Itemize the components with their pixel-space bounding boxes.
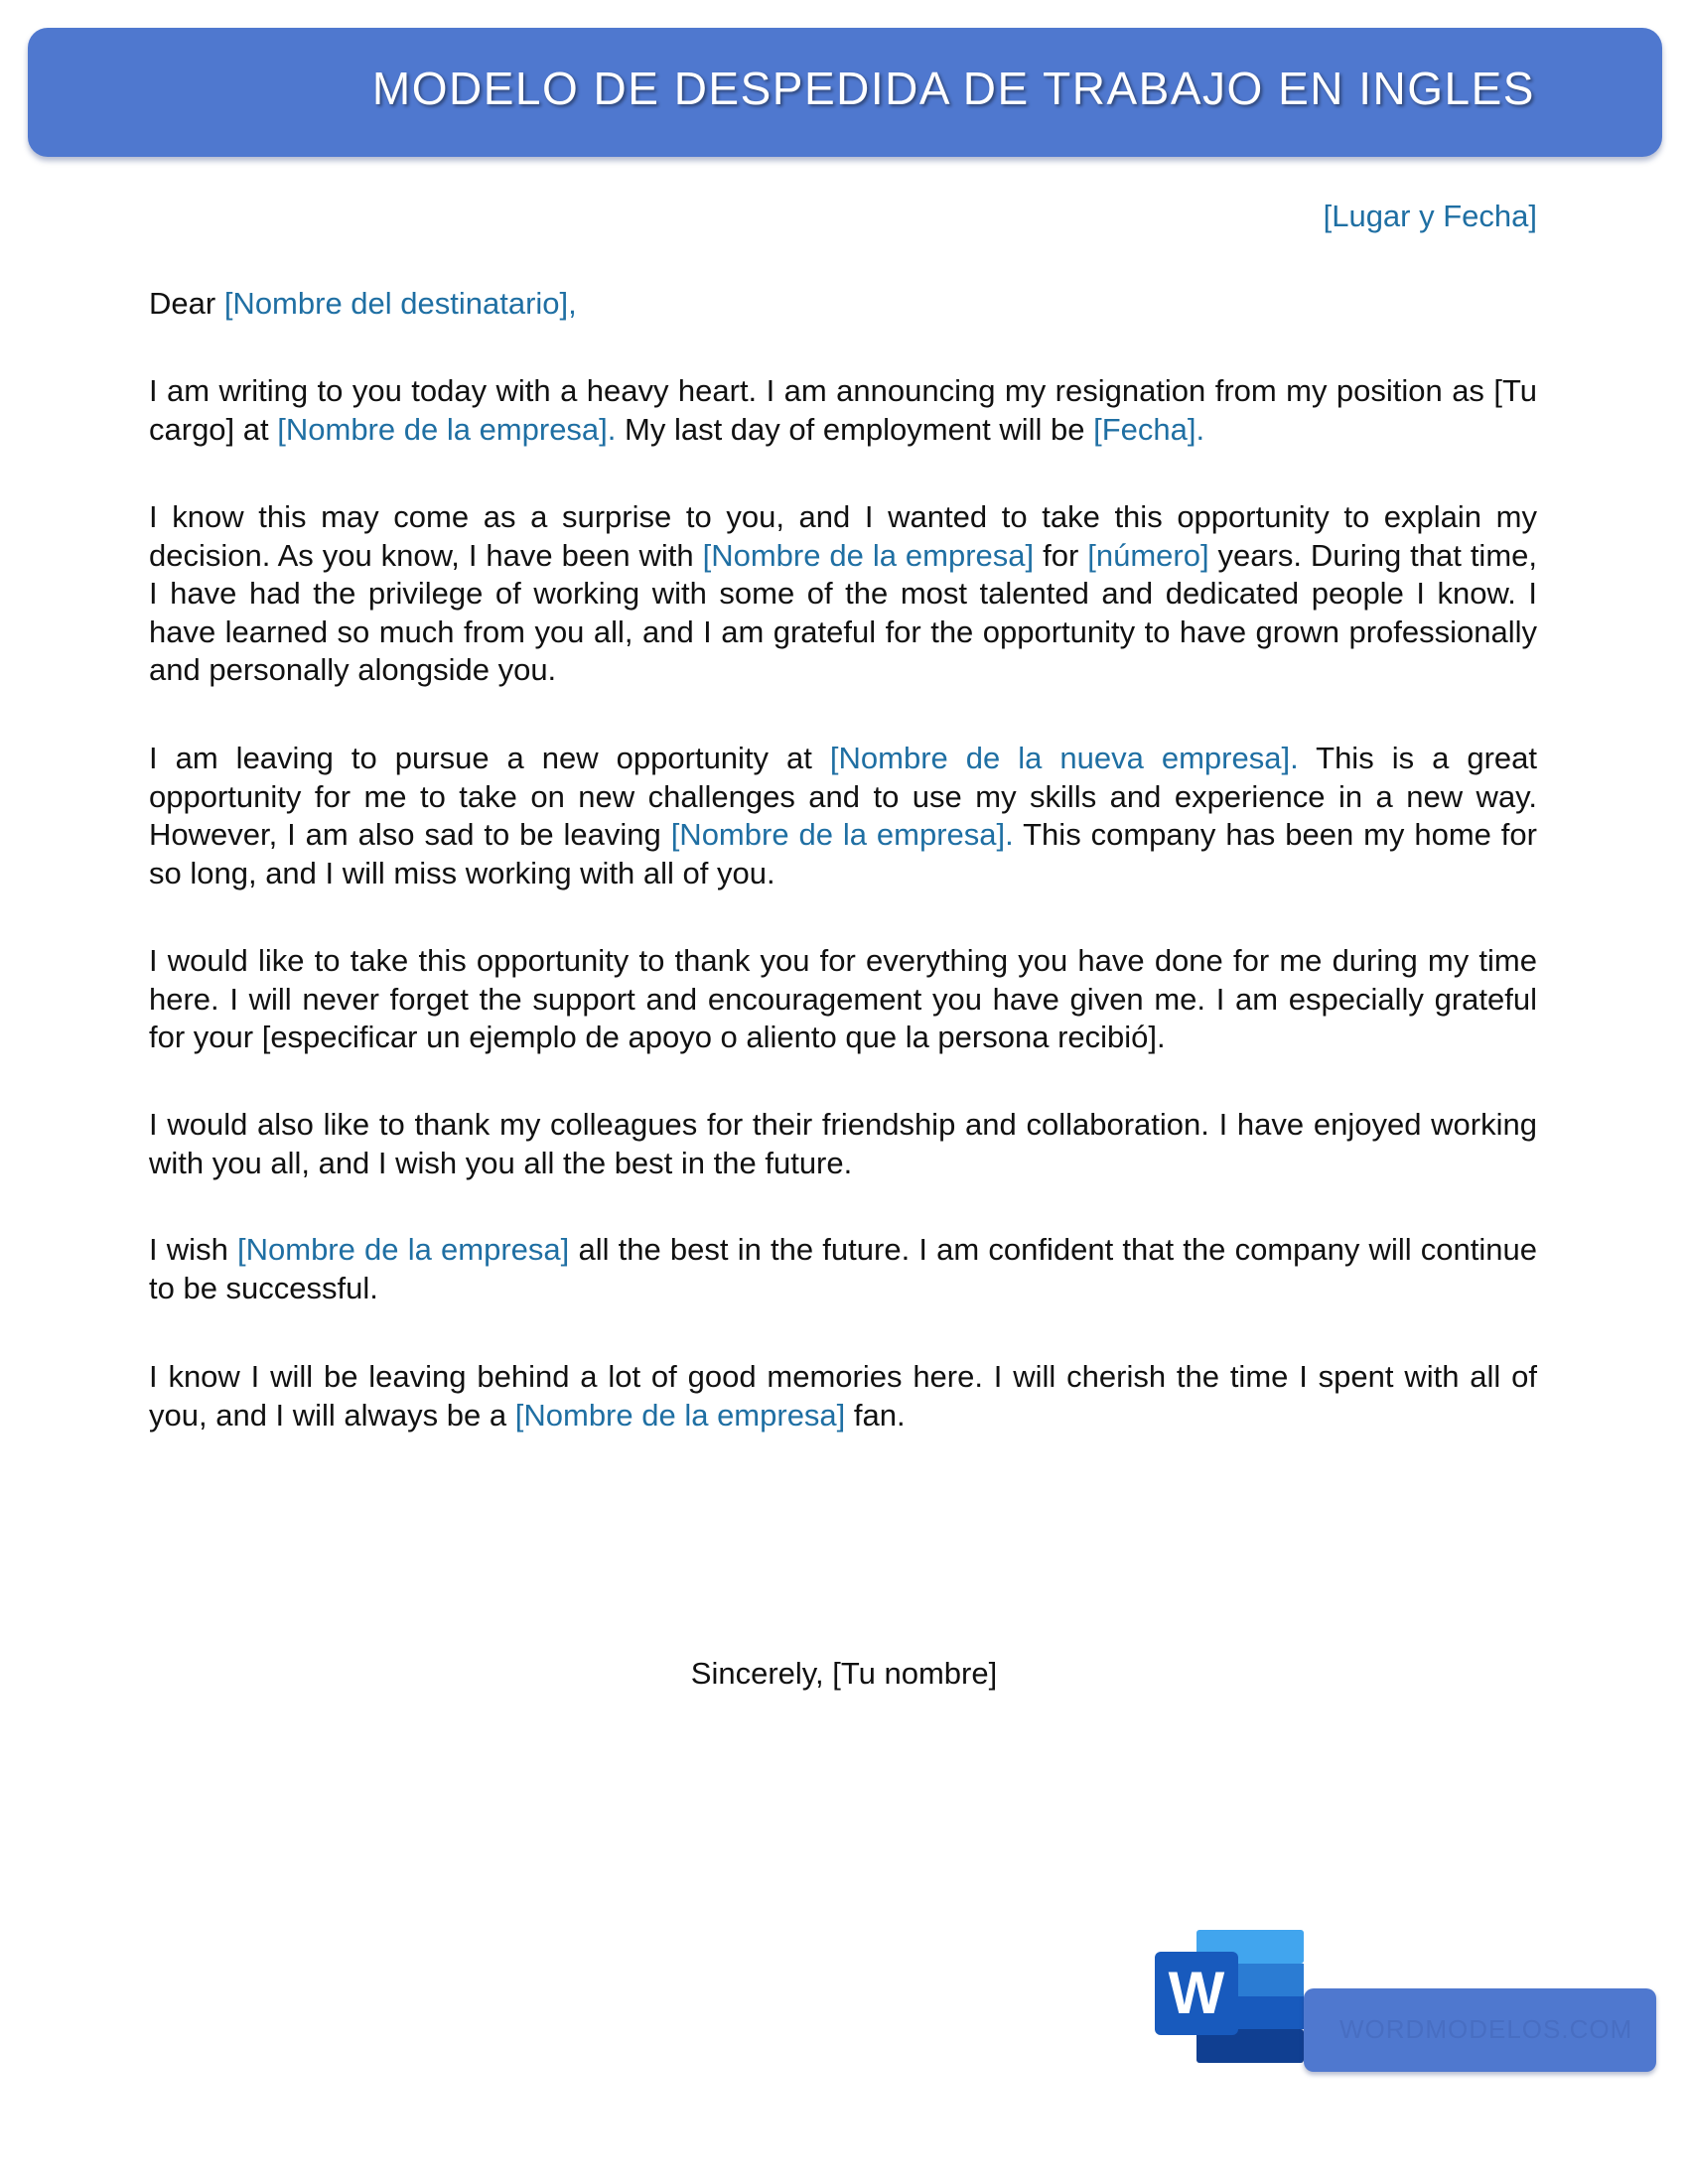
paragraph-4 [149,942,1537,1057]
placeholder-recipient: [Nombre del destinatario], [223,286,577,321]
p2-text-3: years. During that time, I have had the privilege of working with some of the most talented and dedicated people I know. I have learned so much from you all, and I am grateful for the opportunity to have grown professionally and personally alongside you. [149,537,1537,687]
p2-text-1: I know this may come as a surprise to you, and I wanted to take this opportunity to explain my decision. As you know, I have been with [149,499,1537,573]
placeholder-new-company: [Nombre de la nueva empresa]. [829,741,1299,775]
placeholder-date: [Fecha]. [1093,411,1205,447]
placeholder-company: [Nombre de la empresa] [237,1232,570,1267]
footer-banner-text: WORDMODELOS.COM [1339,2014,1633,2044]
paragraph-5 [149,1106,1537,1182]
p5-text: I would also like to thank my colleagues for their friendship and collaboration. I have enjoyed working with you all, and I wish you all the best in the future. [149,1107,1537,1180]
greeting [149,285,1537,324]
page-title: MODELO DE DESPEDIDA DE TRABAJO EN INGLES [371,63,1535,114]
word-logo-icon [1155,1930,1306,2063]
p3-text-1: I am leaving to pursue a new opportunity at [149,741,830,775]
p7-text-2: fan. [845,1397,906,1433]
p1-text-1: I am writing to you today with a heavy heart. I am announcing my resignation from my position as [Tu cargo] at [149,373,1537,447]
paragraph-1 [149,372,1537,449]
p3-text-2: This is a great opportunity for me to take on new challenges and to use my skills and experience in a new way. However, I am also sad to be leaving [149,741,1537,852]
p7-text-1: I know I will be leaving behind a lot of good memories here. I will cherish the time I spent with all of you, and I will always be a [149,1359,1537,1433]
paragraph-6 [149,1231,1537,1307]
paragraph-3 [149,740,1537,892]
greeting-text: Dear [149,286,224,321]
footer-banner [1304,1988,1656,2072]
paragraph-7 [149,1358,1537,1434]
place-date: [Lugar y Fecha] [1323,199,1537,233]
placeholder-number: [número] [1087,537,1209,573]
p6-text-2: all the best in the future. I am confident that the company will continue to be successful. [149,1232,1537,1305]
p3-text-3: This company has been my home for so long, and I will miss working with all of you. [149,817,1537,890]
word-logo-letter: W [1168,1960,1225,2026]
p4-text: I would like to take this opportunity to thank you for everything you have done for me during my time here. I will never forget the support and encouragement you have given me. I am especially grateful for your [especificar un ejemplo de apoyo o aliento que la persona recibió]. [149,943,1537,1054]
placeholder-company: [Nombre de la empresa]. [277,411,617,447]
p2-text-2: for [1034,537,1088,573]
p1-text-2: My last day of employment will be [616,411,1094,447]
header-banner [28,28,1662,157]
closing-signature: Sincerely, [Tu nombre] [690,1656,998,1691]
paragraph-2 [149,498,1537,690]
placeholder-company: [Nombre de la empresa] [702,537,1035,573]
placeholder-company: [Nombre de la empresa]. [670,817,1014,852]
p6-text-1: I wish [149,1232,237,1267]
placeholder-company: [Nombre de la empresa] [514,1397,846,1433]
